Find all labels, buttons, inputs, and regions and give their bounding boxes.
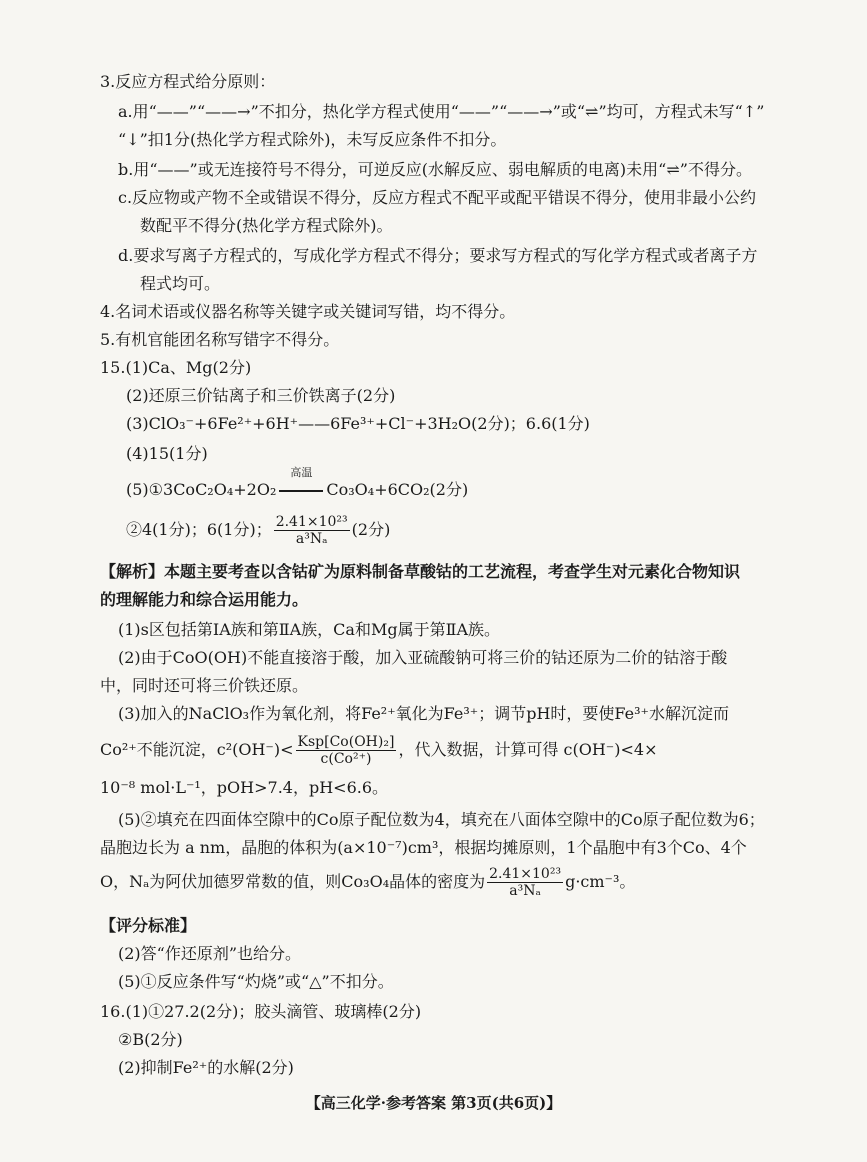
analysis-2-line2: 中，同时还可将三价铁还原。 xyxy=(100,676,309,695)
analysis-5-line1: (5)②填充在四面体空隙中的Co原子配位数为4，填充在八面体空隙中的Co原子配位数为6； xyxy=(118,810,765,829)
rule-3a-line2: “↓”扣1分(热化学方程式除外)，未写反应条件不扣分。 xyxy=(118,130,507,149)
rule-4: 4.名词术语或仪器名称等关键字或关键词写错，均不得分。 xyxy=(100,302,516,321)
q15-5-reactants: (5)①3CoC₂O₄+2O₂ xyxy=(126,480,277,499)
ksp-fraction xyxy=(296,734,397,767)
reaction-arrow xyxy=(276,465,326,503)
q16-1: 16.(1)①27.2(2分)；胶头滴管、玻璃棒(2分) xyxy=(100,1002,422,1021)
analysis-3-text-a: Co²⁺不能沉淀，c²(OH⁻)< xyxy=(100,740,294,759)
scoring-2: (2)答“作还原剂”也给分。 xyxy=(118,944,302,963)
density-fraction-2 xyxy=(487,866,563,899)
analysis-heading-cont: 的理解能力和综合运用能力。 xyxy=(100,590,309,609)
rule-3d-line2: 程式均可。 xyxy=(140,274,221,293)
analysis-3-text-b: ，代入数据，计算可得 c(OH⁻)<4× xyxy=(398,740,658,759)
density-denominator: a³Nₐ xyxy=(509,883,541,899)
rule-3c-line2: 数配平不得分(热化学方程式除外)。 xyxy=(140,216,393,235)
density-fraction xyxy=(274,514,350,547)
analysis-heading: 【解析】本题主要考查以含钴矿为原料制备草酸钴的工艺流程，考查学生对元素化合物知识 xyxy=(100,562,741,581)
scoring-5: (5)①反应条件写“灼烧”或“△”不扣分。 xyxy=(118,972,394,991)
rule-5: 5.有机官能团名称写错字不得分。 xyxy=(100,330,340,349)
q15-5-2-score: (2分) xyxy=(351,520,391,539)
q15-5-2-text: ②4(1分)；6(1分)； xyxy=(126,520,272,539)
density-numerator: 2.41×10²³ xyxy=(489,866,562,882)
q15-1: 15.(1)Ca、Mg(2分) xyxy=(100,358,252,377)
analysis-3-line3: 10⁻⁸ mol·L⁻¹，pOH>7.4，pH<6.6。 xyxy=(100,778,389,797)
ksp-numerator: Ksp[Co(OH)₂] xyxy=(297,734,395,750)
fraction-numerator: 2.41×10²³ xyxy=(275,514,348,530)
analysis-3-line1: (3)加入的NaClO₃作为氧化剂，将Fe²⁺氧化为Fe³⁺；调节pH时，要使Fe³⁺水解沉淀而 xyxy=(118,704,729,723)
analysis-5-text-b: g·cm⁻³。 xyxy=(565,872,636,891)
rule-3-heading: 3.反应方程式给分原则： xyxy=(100,72,276,91)
q15-5-products: Co₃O₄+6CO₂(2分) xyxy=(326,480,469,499)
analysis-3-line2 xyxy=(100,734,657,774)
q15-3: (3)ClO₃⁻+6Fe²⁺+6H⁺——6Fe³⁺+Cl⁻+3H₂O(2分)；6.6(1分) xyxy=(126,414,590,433)
analysis-2-line1: (2)由于CoO(OH)不能直接溶于酸，加入亚硫酸钠可将三价的钴还原为二价的钴溶于酸 xyxy=(118,648,728,667)
q16-1-2: ②B(2分) xyxy=(118,1030,183,1049)
q16-2: (2)抑制Fe²⁺的水解(2分) xyxy=(118,1058,294,1077)
q15-5-equation xyxy=(126,465,469,503)
fraction-denominator: a³Nₐ xyxy=(295,531,328,547)
rule-3b: b.用“——”或无连接符号不得分，可逆反应(水解反应、弱电解质的电离)未用“⇌”不得分。 xyxy=(118,160,752,179)
analysis-5-line2: 晶胞边长为 a nm，晶胞的体积为(a×10⁻⁷)cm³，根据均摊原则，1个晶胞中有3个Co、4个 xyxy=(100,838,747,857)
ksp-denominator: c(Co²⁺) xyxy=(320,751,372,767)
q15-2: (2)还原三价钴离子和三价铁离子(2分) xyxy=(126,386,396,405)
page-footer: 【高三化学·参考答案 第3页(共6页)】 xyxy=(305,1094,562,1112)
rule-3d-line1: d.要求写离子方程式的，写成化学方程式不得分；要求写方程式的写化学方程式或者离子方 xyxy=(118,246,758,265)
scoring-heading: 【评分标准】 xyxy=(100,916,197,935)
rule-3c-line1: c.反应物或产物不全或错误不得分，反应方程式不配平或配平错误不得分，使用非最小公约 xyxy=(118,188,757,207)
q15-4: (4)15(1分) xyxy=(126,444,208,463)
analysis-5-line3 xyxy=(100,866,635,906)
q15-5-2 xyxy=(126,514,390,550)
reaction-condition: 高温 xyxy=(290,465,313,479)
analysis-1: (1)s区包括第ⅠA族和第ⅡA族，Ca和Mg属于第ⅡA族。 xyxy=(118,620,501,639)
rule-3a-line1: a.用“——”“——→”不扣分，热化学方程式使用“——”“——→”或“⇌”均可，方程式未写“↑” xyxy=(118,102,765,121)
analysis-5-text-a: O，Nₐ为阿伏加德罗常数的值，则Co₃O₄晶体的密度为 xyxy=(100,872,486,891)
